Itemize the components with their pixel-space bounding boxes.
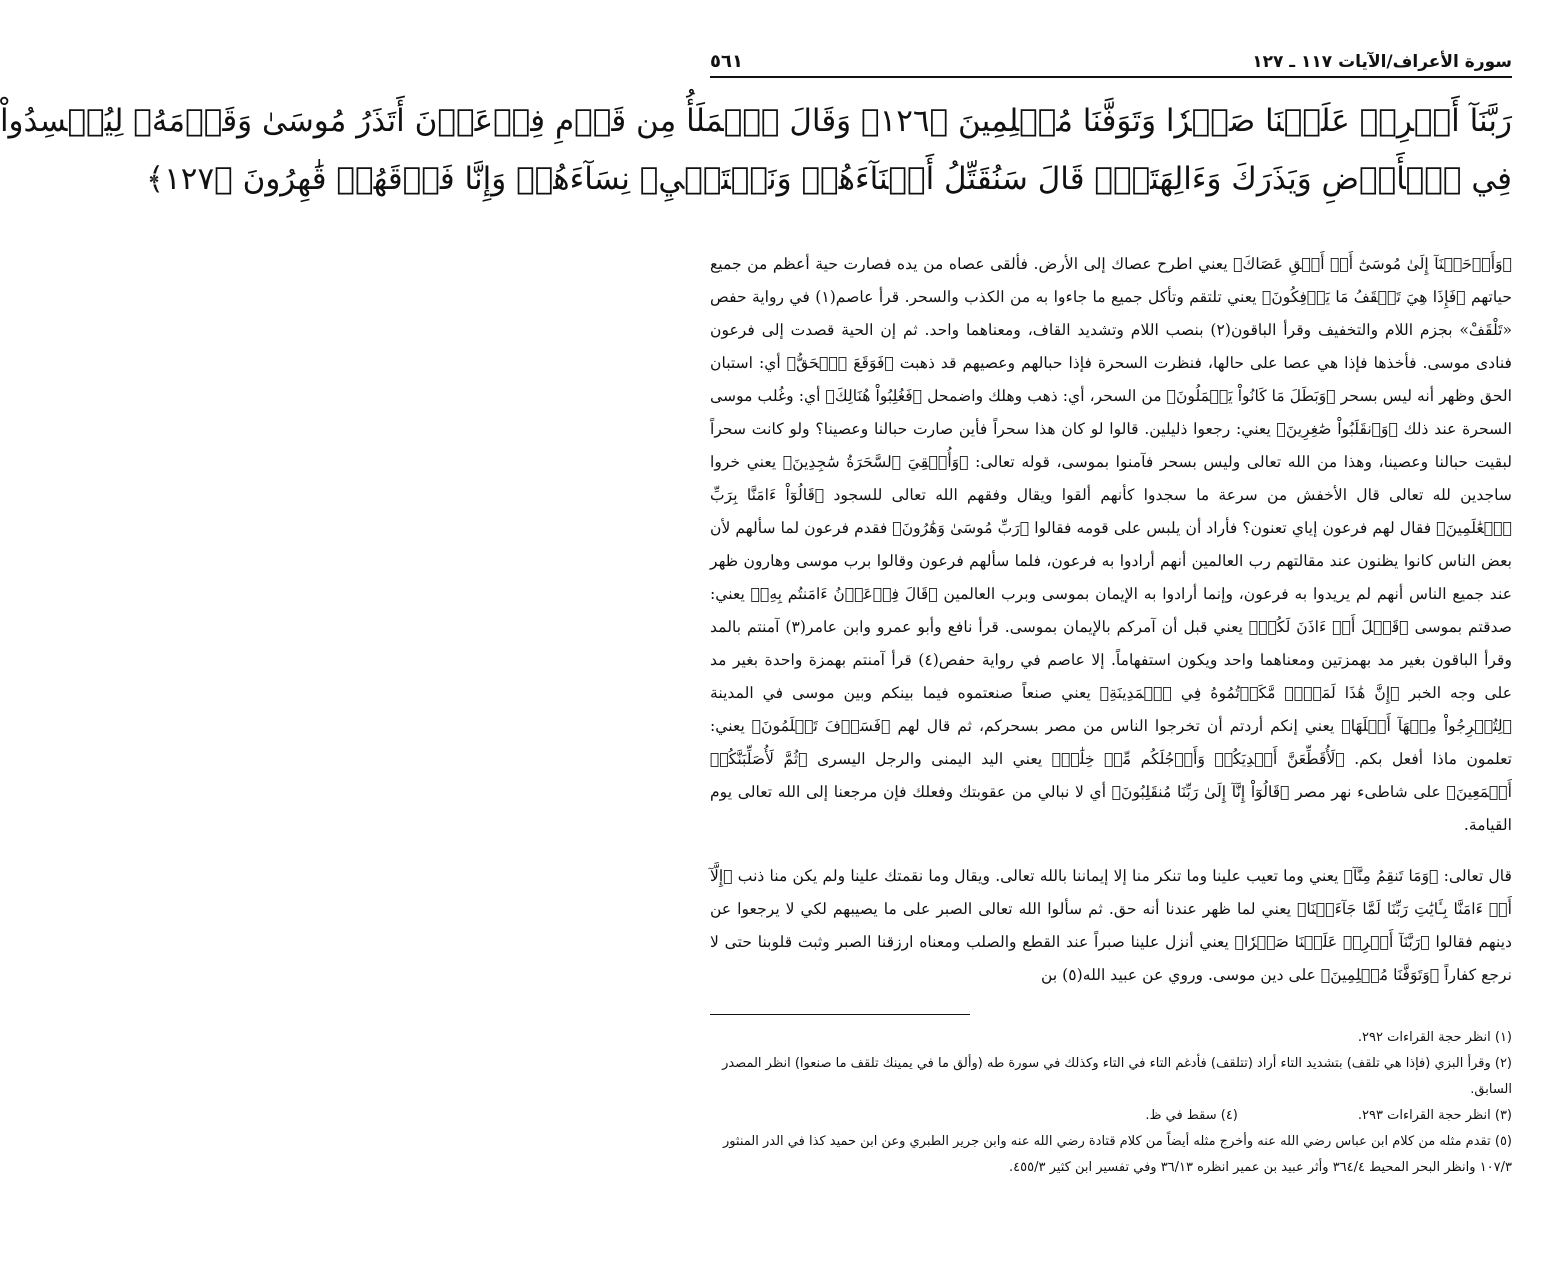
footnote-separator [710,1014,970,1015]
commentary-text-1: ﴿وَأَوۡحَيۡنَآ إِلَىٰ مُوسَىٰٓ أَنۡ أَلۡقِ عَصَاكَ﴾ يعني اطرح عصاك إلى الأرض. فألقى عصاه من يده فصارت حية أعظم من جميع حياتهم ﴿فَإِذَا هِيَ تَلۡقَفُ مَا يَأۡفِكُونَ﴾ يعني تلتقم وتأكل جميع ما جاءوا به من الكذب والسحر. قرأ عاصم(١) في رواية حفص «تَلْقَفْ» بجزم اللام والتخفيف وقرأ الباقون(٢) بنصب اللام وتشديد القاف، ومعناهما واحد. ثم إن الحية قصدت إلى فرعون فنادى موسى. فأخذها فإذا هي عصا على حالها، فنظرت السحرة فإذا حبالهم وعصيهم قد ذهبت ﴿فَوَقَعَ ٱلۡحَقُّ﴾ أي: استبان الحق وظهر أنه ليس بسحر ﴿وَبَطَلَ مَا كَانُواْ يَعۡمَلُونَ﴾ من السحر، أي: ذهب وهلك واضمحل ﴿فَغُلِبُواْ هُنَالِكَ﴾ أي: وغُلب موسى السحرة عند ذلك ﴿وَٱنقَلَبُواْ صَٰغِرِينَ﴾ يعني: رجعوا ذليلين. قالوا لو كان هذا سحراً فأين صارت حبالنا وعصينا؟ ولو كانت سحراً لبقيت حبالنا وعصينا، وهذا من الله تعالى وليس بسحر فآمنوا بموسى، قوله تعالى: ﴿وَأُلۡقِيَ ٱلسَّحَرَةُ سَٰجِدِينَ﴾ يعني خروا ساجدين لله تعالى قال الأخفش من سرعة ما سجدوا كأنهم ألقوا ويقال وفقهم الله تعالى للسجود ﴿قَالُوٓاْ ءَامَنَّا بِرَبِّ ٱلۡعَٰلَمِينَ﴾ فقال لهم فرعون إياي تعنون؟ فأراد أن يلبس على قومه فقالوا ﴿رَبِّ مُوسَىٰ وَهَٰرُونَ﴾ فقدم فرعون لما سألهم لأن بعض الناس كانوا يظنون عند مقالتهم رب العالمين أنهم أرادوا به فرعون، فلما سألهم فرعون وقالوا برب موسى وهارون ظهر عند جميع الناس أنهم لم يريدوا به فرعون، وإنما أرادوا به الإيمان بموسى وبرب العالمين ﴿قَالَ فِرۡعَوۡنُ ءَامَنتُم بِهِۦ﴾ يعني: صدقتم بموسى ﴿قَبۡلَ أَنۡ ءَاذَنَ لَكُمۡ﴾ يعني قبل أن آمركم بالإيمان بموسى. قرأ نافع وأبو عمرو وابن عامر(٣) آمنتم بالمد وقرأ الباقون بغير مد بهمزتين ومعناهما واحد ويكون استفهاماً. إلا عاصم في رواية حفص(٤) قرأ آمنتم بهمزة واحدة بغير مد على وجه الخبر ﴿إِنَّ هَٰذَا لَمَكۡرٞ مَّكَرۡتُمُوهُ فِي ٱلۡمَدِينَةِ﴾ يعني صنعاً صنعتموه فيما بينكم وبين موسى في المدينة ﴿لِتُخۡرِجُواْ مِنۡهَآ أَهۡلَهَا﴾ يعني إنكم أردتم أن تخرجوا الناس من مصر بسحركم، ثم قال لهم ﴿فَسَوۡفَ تَعۡلَمُونَ﴾ يعني: تعلمون ماذا أفعل بكم. ﴿لَأُقَطِّعَنَّ أَيۡدِيَكُمۡ وَأَرۡجُلَكُم مِّنۡ خِلَٰفٖ﴾ يعني اليد اليمنى والرجل اليسرى ﴿ثُمَّ لَأُصَلِّبَنَّكُمۡ أَجۡمَعِينَ﴾ على شاطىء نهر مصر ﴿قَالُوٓاْ إِنَّآ إِلَىٰ رَبِّنَا مُنقَلِبُونَ﴾ أي لا نبالي من عقوبتك وفعلك فإن مرجعنا إلى الله تعالى يوم القيامة. [710,255,1512,834]
footnote-2: (٢) وقرأ البزي (فإذا هي تلقف) بتشديد التاء أراد (تتلقف) فأدغم التاء في التاء وكذلك في سورة طه (وألق ما في يمينك تلقف ما صنعوا) انظر المصدر السابق. [722,1056,1512,1097]
footnote-3: (٣) انظر حجة القراءات ٢٩٣. [1357,1108,1512,1123]
quran-line-1: رَبَّنَآ أَفۡرِغۡ عَلَيۡنَا صَبۡرٗا وَتَوَفَّنَا مُسۡلِمِينَ ﴿١٢٦﴾ وَقَالَ ٱلۡمَلَأُ مِن قَوۡمِ فِرۡعَوۡنَ أَتَذَرُ مُوسَىٰ وَقَوۡمَهُۥ لِيُفۡسِدُواْ [0,103,1512,139]
book-page [0,38,1512,1248]
commentary-paragraph-2 [710,860,1512,992]
commentary-text-2: قال تعالى: ﴿وَمَا تَنقِمُ مِنَّآ﴾ يعني وما تعيب علينا وما تنكر منا إلا إيماننا بالله تعالى. ويقال وما نقمتك علينا ولم يكن منا ذنب ﴿إِلَّآ أَنۡ ءَامَنَّا بِـَٔايَٰتِ رَبِّنَا لَمَّا جَآءَتۡنَا﴾ يعني لما ظهر عندنا أنه حق. ثم سألوا الله تعالى الصبر على ما يصيبهم لكي لا يرجعوا عن دينهم فقالوا ﴿رَبَّنَآ أَفۡرِغۡ عَلَيۡنَا صَبۡرٗا﴾ يعني أنزل علينا صبراً عند القطع والصلب ومعناه ارزقنا الصبر وثبت قلوبنا حتى لا نرجع كفاراً ﴿وَتَوَفَّنَا مُسۡلِمِينَ﴾ على دين موسى. وروي عن عبيد الله(٥) بن [710,867,1512,984]
quran-line-2: فِي ٱلۡأَرۡضِ وَيَذَرَكَ وَءَالِهَتَكَۚ قَالَ سَنُقَتِّلُ أَبۡنَآءَهُمۡ وَنَسۡتَحۡيِۦ نِسَآءَهُمۡ وَإِنَّا فَوۡقَهُمۡ قَٰهِرُونَ ﴿١٢٧﴾ [145,161,1512,197]
footnote-5: (٥) تقدم مثله من كلام ابن عباس رضي الله عنه وأخرج مثله أيضاً من كلام قتادة رضي الله عنه وابن جرير الطبري وعن ابن حميد كذا في الدر المنثور ١٠٧/٣ وانظر البحر المحيط ٣٦٤/٤ وأثر عبيد بن عمير انظره ٣٦/١٣ وفي تفسير ابن كثير ٤٥٥/٣. [722,1134,1512,1175]
page-header [710,38,1512,78]
quran-verses [0,92,1512,208]
footnote-row-3-4 [710,1103,1512,1129]
commentary-paragraph-1 [710,248,1512,842]
footnote-1: (١) انظر حجة القراءات ٢٩٢. [1357,1030,1512,1045]
running-title: سورة الأعراف/الآيات ١١٧ ـ ١٢٧ [1252,52,1512,72]
page-number: ٥٦١ [710,51,743,72]
footnote-4: (٤) سقط في ظ. [1145,1108,1238,1123]
footnotes [710,1025,1512,1181]
